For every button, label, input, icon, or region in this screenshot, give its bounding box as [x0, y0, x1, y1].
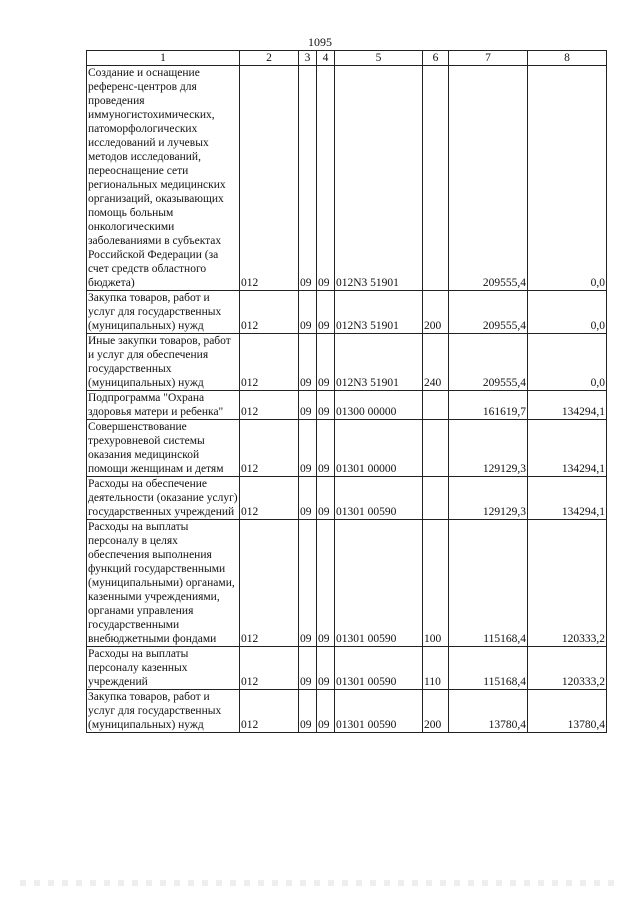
row-name: Иные закупки товаров, работ и услуг для обеспечения государственных (муниципальных) нужд — [87, 334, 240, 391]
header-col-8: 8 — [528, 51, 607, 66]
row-section: 09 — [299, 477, 317, 520]
row-expense-type — [423, 420, 449, 477]
row-subsection: 09 — [317, 520, 335, 647]
table-header-row — [87, 51, 607, 66]
row-expense-type: 200 — [423, 291, 449, 334]
row-amount-1: 209555,4 — [449, 334, 528, 391]
row-amount-1: 129129,3 — [449, 477, 528, 520]
row-subsection: 09 — [317, 420, 335, 477]
table-row — [87, 391, 607, 420]
row-amount-1: 115168,4 — [449, 520, 528, 647]
row-target-article: 01301 00590 — [335, 520, 423, 647]
row-subsection: 09 — [317, 647, 335, 690]
row-code: 012 — [240, 647, 299, 690]
row-name: Расходы на выплаты персоналу казенных учреждений — [87, 647, 240, 690]
header-col-3: 3 — [299, 51, 317, 66]
budget-table — [86, 50, 607, 733]
row-name: Закупка товаров, работ и услуг для государственных (муниципальных) нужд — [87, 690, 240, 733]
row-section: 09 — [299, 291, 317, 334]
page-number: 1095 — [308, 35, 332, 49]
row-section: 09 — [299, 391, 317, 420]
row-code: 012 — [240, 520, 299, 647]
row-amount-2: 120333,2 — [528, 647, 607, 690]
row-subsection: 09 — [317, 690, 335, 733]
row-amount-1: 161619,7 — [449, 391, 528, 420]
row-code: 012 — [240, 690, 299, 733]
row-target-article: 01301 00590 — [335, 477, 423, 520]
row-name: Расходы на обеспечение деятельности (оказание услуг) государственных учреждений — [88, 478, 238, 518]
header-col-1: 1 — [87, 51, 240, 66]
row-target-article: 012N3 51901 — [335, 291, 423, 334]
row-target-article: 01300 00000 — [335, 391, 423, 420]
row-name: Расходы на выплаты персоналу в целях обеспечения выполнения функций государственными (муниципальными) органами, казенными учреждениями, органами управления государственными внебюджетными фондами — [87, 520, 240, 647]
row-section: 09 — [299, 520, 317, 647]
row-expense-type — [423, 477, 449, 520]
row-code: 012 — [240, 391, 299, 420]
header-col-7: 7 — [449, 51, 528, 66]
header-col-4: 4 — [317, 51, 335, 66]
row-amount-2: 134294,1 — [528, 391, 607, 420]
row-target-article: 01301 00000 — [335, 420, 423, 477]
row-name: Закупка товаров, работ и услуг для государственных (муниципальных) нужд — [87, 291, 240, 334]
row-subsection: 09 — [317, 391, 335, 420]
row-target-article: 012N3 51901 — [335, 334, 423, 391]
header-col-5: 5 — [335, 51, 423, 66]
row-expense-type: 200 — [423, 690, 449, 733]
row-amount-1: 13780,4 — [449, 690, 528, 733]
row-code: 012 — [240, 334, 299, 391]
row-amount-2: 0,0 — [528, 66, 607, 291]
row-section: 09 — [299, 690, 317, 733]
table-row — [87, 334, 607, 391]
row-amount-1: 115168,4 — [449, 647, 528, 690]
row-amount-1: 129129,3 — [449, 420, 528, 477]
row-subsection: 09 — [317, 334, 335, 391]
row-code: 012 — [240, 477, 299, 520]
row-amount-1: 209555,4 — [449, 291, 528, 334]
row-expense-type: 240 — [423, 334, 449, 391]
row-target-article: 012N3 51901 — [335, 66, 423, 291]
row-expense-type — [423, 66, 449, 291]
table-row — [87, 477, 607, 520]
table-body — [87, 66, 607, 733]
row-expense-type — [423, 391, 449, 420]
row-name: Создание и оснащение референс-центров для проведения иммуногистохимических, патоморфологических исследований и лучевых методов исследований, переоснащение сети региональных медицинских организаций, оказывающих помощь больным онкологическими заболеваниями в субъектах Российской Федерации (за счет средств областного бюджета) — [87, 66, 240, 291]
row-amount-2: 0,0 — [528, 334, 607, 391]
row-section: 09 — [299, 647, 317, 690]
row-name: Совершенствование трехуровневой системы оказания медицинской помощи женщинам и детям — [87, 420, 240, 477]
row-code: 012 — [240, 291, 299, 334]
row-expense-type: 100 — [423, 520, 449, 647]
row-subsection: 09 — [317, 66, 335, 291]
row-expense-type: 110 — [423, 647, 449, 690]
table-row — [87, 420, 607, 477]
row-subsection: 09 — [317, 291, 335, 334]
scan-noise — [20, 880, 620, 886]
row-amount-2: 134294,1 — [528, 420, 607, 477]
table-row — [87, 66, 607, 291]
row-amount-1: 209555,4 — [449, 66, 528, 291]
row-section: 09 — [299, 66, 317, 291]
row-target-article: 01301 00590 — [335, 690, 423, 733]
header-col-6: 6 — [423, 51, 449, 66]
row-code: 012 — [240, 420, 299, 477]
row-amount-2: 134294,1 — [528, 477, 607, 520]
row-name: Подпрограмма "Охрана здоровья матери и ребенка" — [87, 391, 240, 420]
table-row — [87, 520, 607, 647]
row-amount-2: 13780,4 — [528, 690, 607, 733]
row-section: 09 — [299, 334, 317, 391]
row-amount-2: 120333,2 — [528, 520, 607, 647]
row-subsection: 09 — [317, 477, 335, 520]
row-section: 09 — [299, 420, 317, 477]
header-col-2: 2 — [240, 51, 299, 66]
table-row — [87, 291, 607, 334]
row-code: 012 — [240, 66, 299, 291]
table-row — [87, 647, 607, 690]
table-row — [87, 690, 607, 733]
row-amount-2: 0,0 — [528, 291, 607, 334]
row-target-article: 01301 00590 — [335, 647, 423, 690]
